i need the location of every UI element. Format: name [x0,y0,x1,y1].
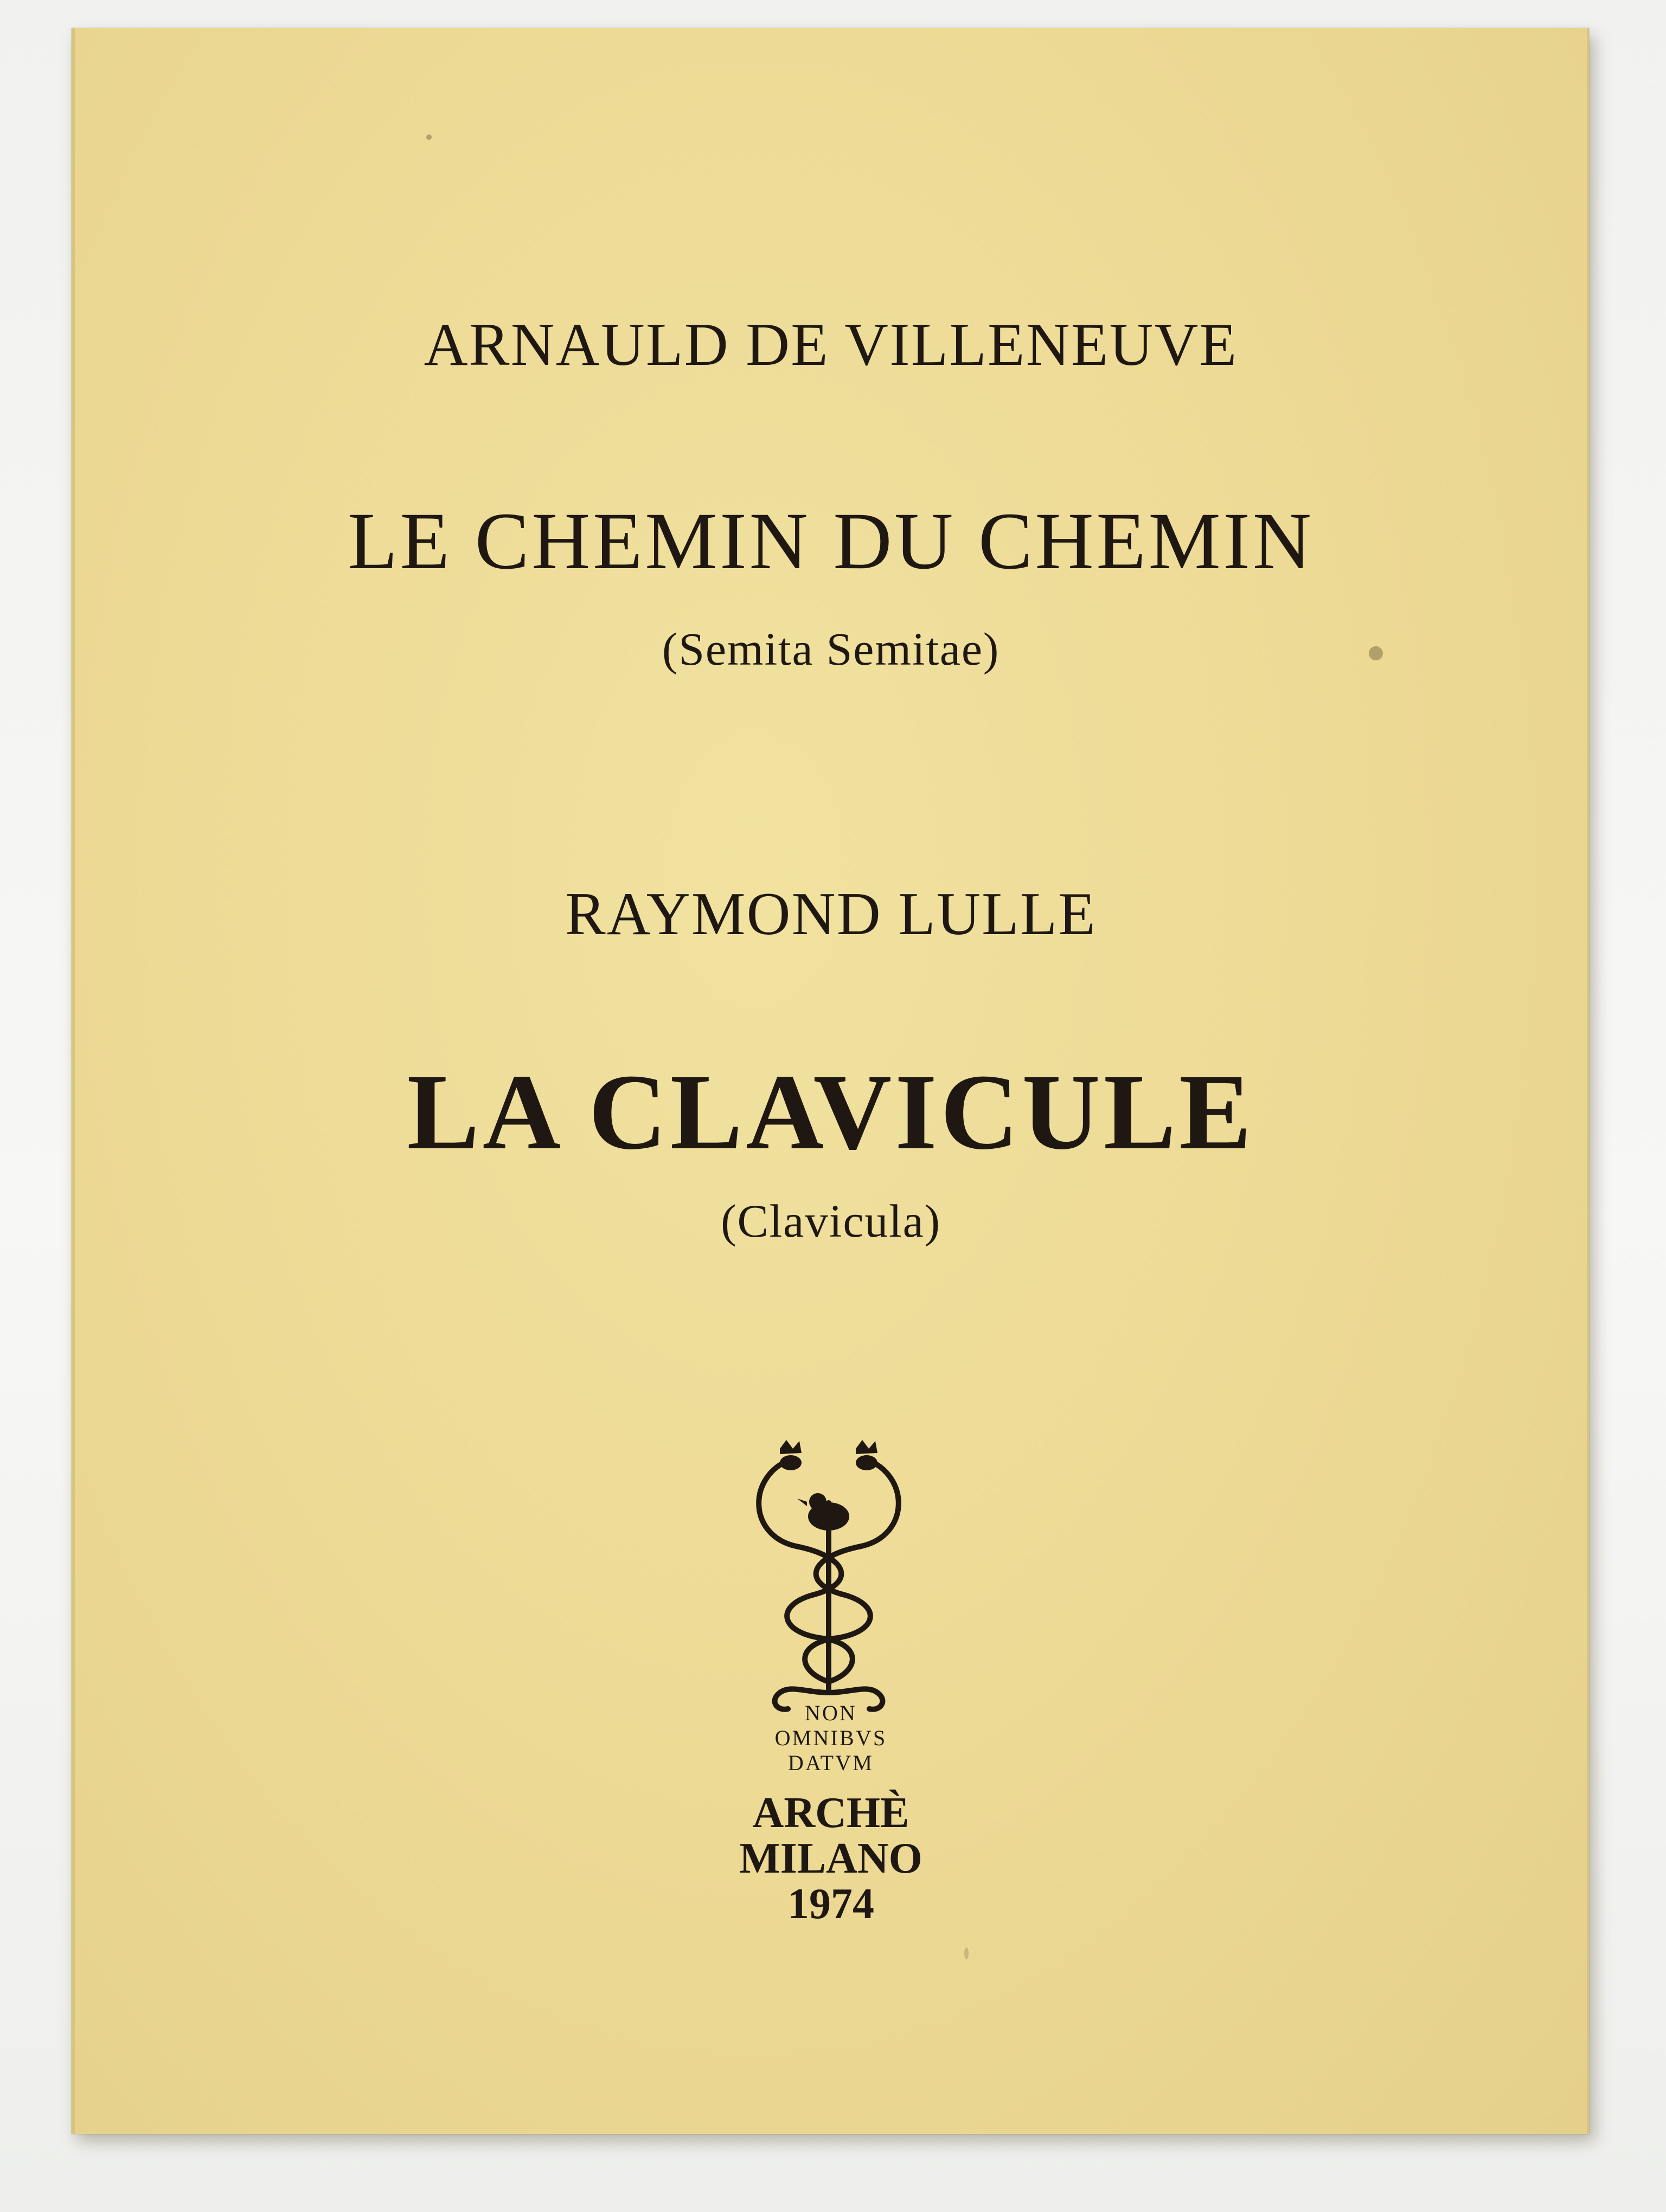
motto-line-3: DATVM [787,1751,874,1775]
author-arnauld: ARNAULD DE VILLENEUVE [424,311,1238,378]
book-cover [72,28,1589,2134]
subtitle-clavicula: (Clavicula) [721,1195,941,1247]
caduceus-serpents-icon [726,1438,932,1720]
author-raymond: RAYMOND LULLE [565,880,1097,948]
publisher-city: MILANO [739,1835,922,1882]
stain-spot [1369,646,1383,660]
motto-line-2: OMNIBVS [774,1726,887,1750]
subtitle-semita: (Semita Semitae) [662,623,1000,675]
stain-spot [964,1947,969,1959]
motto-line-1: NON [804,1701,857,1725]
title-chemin: LE CHEMIN DU CHEMIN [348,496,1314,586]
publication-year: 1974 [787,1880,874,1928]
title-clavicule: LA CLAVICULE [407,1052,1255,1172]
stain-spot [426,134,432,140]
publisher-name: ARCHÈ [752,1789,909,1837]
